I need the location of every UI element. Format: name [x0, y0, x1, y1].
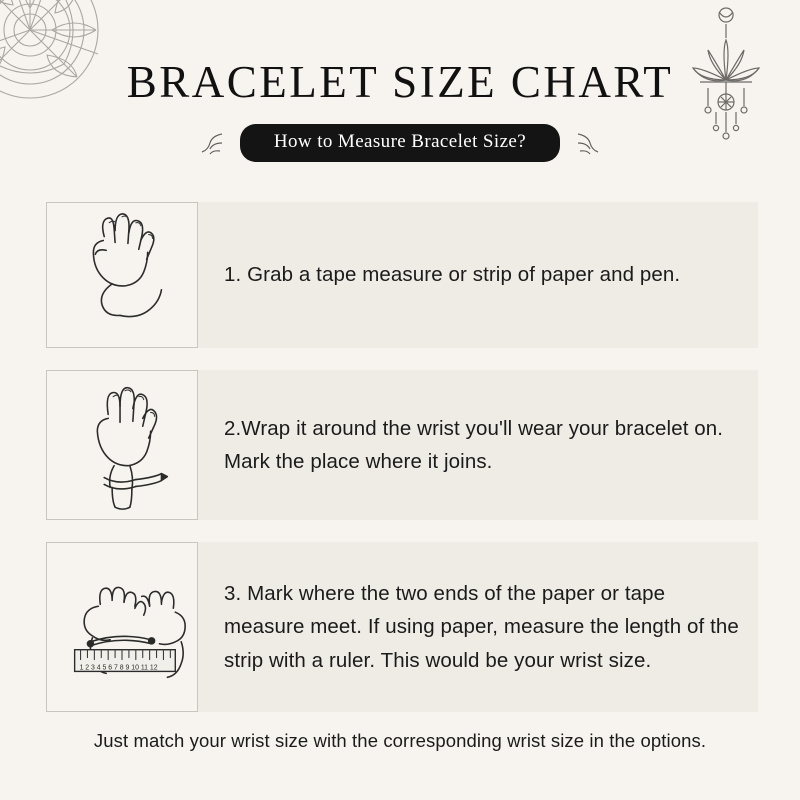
step-text: 1. Grab a tape measure or strip of paper and pen.: [224, 263, 681, 287]
steps-list: [46, 202, 758, 734]
list-item: [46, 202, 758, 348]
footer-note: Just match your wrist size with the corresponding wrist size in the options.: [93, 730, 707, 751]
hand-holding-tape-measure-illustration: [46, 202, 198, 348]
subtitle-pill: How to Measure Bracelet Size?: [240, 124, 560, 162]
flourish-ornament-left: [200, 130, 226, 156]
hands-measuring-strip-with-ruler-illustration: [46, 542, 198, 712]
step-text: 3. Mark where the two ends of the paper or tape measure meet. If using paper, measure the length of the strip with a ruler. This would be your wrist size.: [224, 582, 739, 672]
list-item: [46, 370, 758, 520]
svg-text:1 2 3 4 5 6 7 8 9 10 11 12: 1 2 3 4 5 6 7 8 9 10 11 12: [79, 664, 158, 672]
subtitle-row: [0, 124, 800, 162]
list-item: [46, 542, 758, 712]
flourish-ornament-right: [574, 130, 600, 156]
step-text: 2.Wrap it around the wrist you'll wear your bracelet on. Mark the place where it joins.: [224, 416, 724, 473]
hand-wrapping-tape-around-wrist-illustration: [46, 370, 198, 520]
page-title: BRACELET SIZE CHART: [126, 57, 674, 107]
